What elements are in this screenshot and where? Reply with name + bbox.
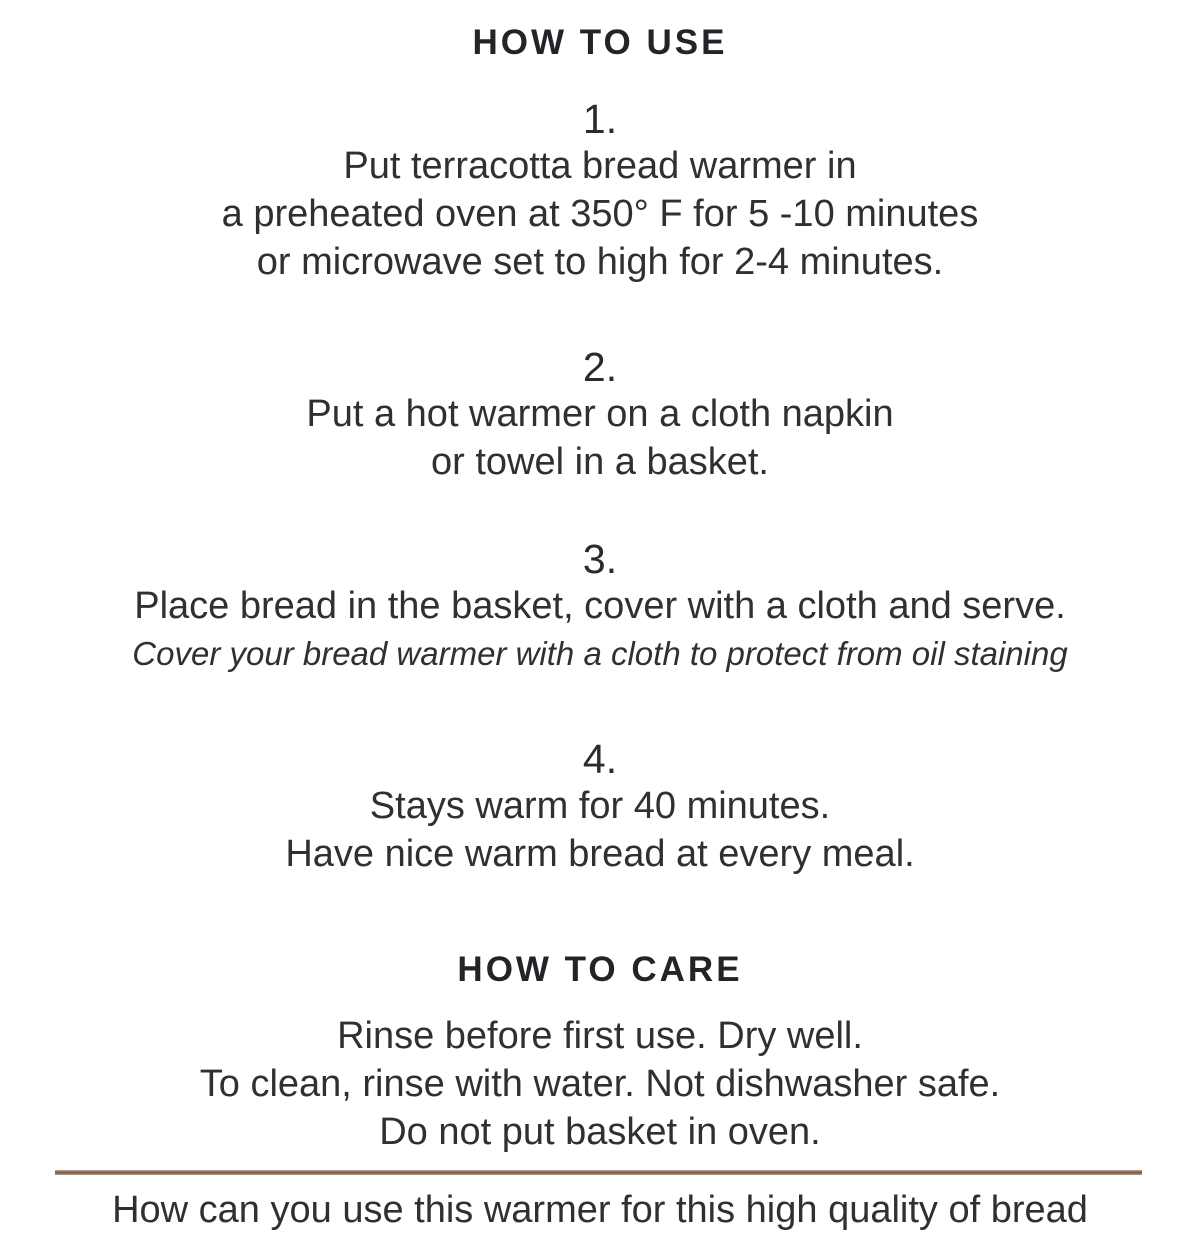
step-1-line-2: a preheated oven at 350° F for 5 -10 minutes bbox=[221, 193, 979, 235]
step-2-line-2: or towel in a basket. bbox=[431, 441, 769, 483]
how-to-use-heading: HOW TO USE bbox=[472, 23, 728, 62]
care-line-1: Rinse before first use. Dry well. bbox=[337, 1015, 863, 1057]
step-1-line-3: or microwave set to high for 2-4 minutes. bbox=[256, 241, 944, 283]
step-4-line-2: Have nice warm bread at every meal. bbox=[285, 833, 915, 875]
step-1-number: 1. bbox=[582, 96, 618, 142]
step-3-number: 3. bbox=[582, 536, 618, 582]
how-to-care-heading: HOW TO CARE bbox=[457, 950, 743, 989]
step-3-line-1: Place bread in the basket, cover with a cloth and serve. bbox=[134, 585, 1066, 627]
step-1-line-1: Put terracotta bread warmer in bbox=[343, 145, 857, 187]
step-3 bbox=[0, 536, 1200, 676]
step-2 bbox=[0, 344, 1200, 486]
step-1 bbox=[0, 96, 1200, 286]
divider-line bbox=[55, 1170, 1142, 1175]
step-3-note: Cover your bread warmer with a cloth to protect from oil staining bbox=[132, 635, 1068, 672]
care-line-2: To clean, rinse with water. Not dishwasher safe. bbox=[199, 1063, 1001, 1105]
step-4 bbox=[0, 736, 1200, 878]
care-line-3: Do not put basket in oven. bbox=[379, 1111, 821, 1153]
care-instructions bbox=[0, 1012, 1200, 1156]
step-2-number: 2. bbox=[582, 344, 618, 390]
step-2-line-1: Put a hot warmer on a cloth napkin bbox=[306, 393, 894, 435]
step-4-line-1: Stays warm for 40 minutes. bbox=[369, 785, 831, 827]
step-4-number: 4. bbox=[582, 736, 618, 782]
cutoff-footer-text: How can you use this warmer for this high quality of bread bbox=[112, 1189, 1088, 1231]
